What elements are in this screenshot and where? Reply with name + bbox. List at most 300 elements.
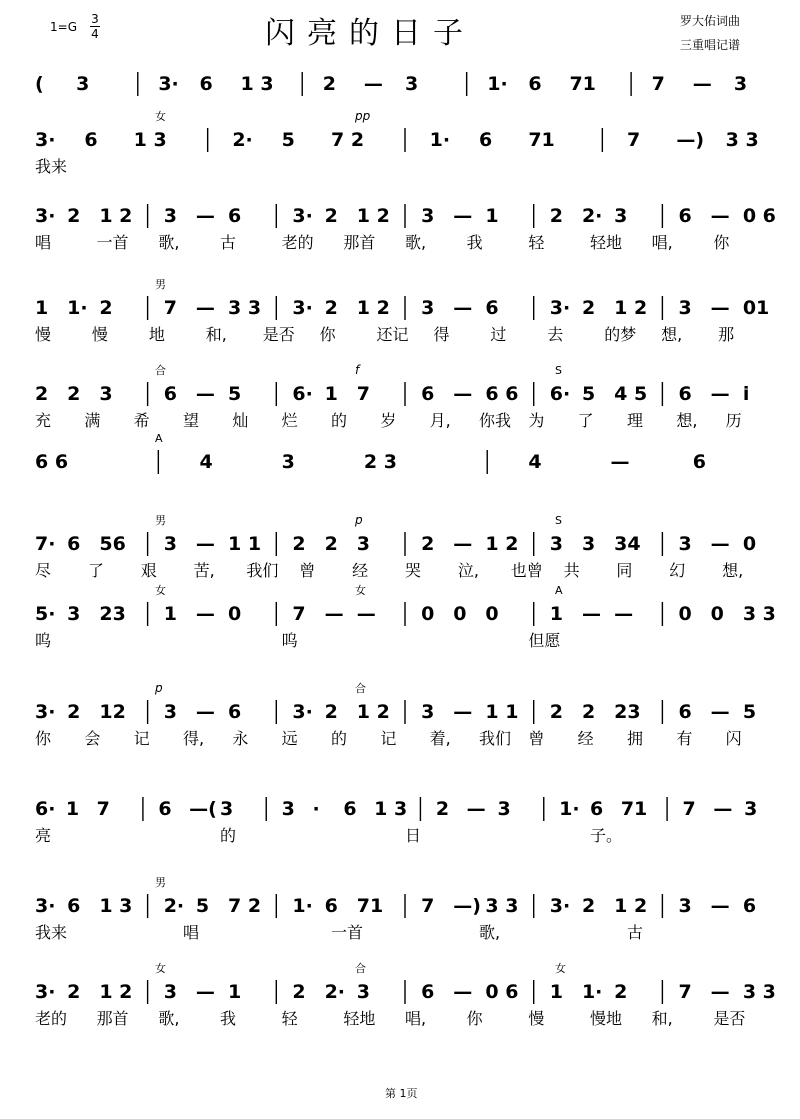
- note: 3: [678, 297, 692, 319]
- note: 2: [581, 297, 596, 319]
- note: 3: [678, 533, 692, 555]
- note: 3 3: [228, 297, 262, 319]
- lyric: 慢: [528, 1009, 545, 1028]
- lyric: 充: [35, 411, 52, 430]
- lyric: 慢: [35, 325, 52, 344]
- note: 3: [281, 451, 295, 473]
- note: 2: [67, 981, 81, 1003]
- note: 23: [614, 701, 641, 723]
- note: 3·: [549, 895, 571, 917]
- lyric: 哭: [405, 561, 422, 580]
- performance-mark: A: [555, 584, 563, 597]
- lyric: 尽: [35, 561, 52, 580]
- lyric: 幻: [669, 561, 686, 580]
- transcriber-credit: 三重唱记谱: [680, 38, 741, 52]
- note: 2: [581, 895, 596, 917]
- lyric: 唱,: [405, 1009, 427, 1028]
- note: 1 2: [99, 205, 133, 227]
- note: 1: [65, 798, 80, 820]
- lyric: 你我: [479, 411, 512, 430]
- lyric: 望: [183, 411, 200, 430]
- lyric: 和,: [205, 325, 227, 344]
- note: 3: [281, 798, 295, 820]
- note: 2: [324, 205, 338, 227]
- note: 3: [733, 73, 748, 95]
- note: (: [35, 73, 44, 95]
- lyric: 你: [466, 1009, 483, 1028]
- performance-mark: S: [555, 514, 562, 527]
- note: 2·: [581, 205, 603, 227]
- note: 34: [614, 533, 641, 555]
- lyric: 过: [490, 325, 507, 344]
- note: 7: [627, 129, 641, 151]
- lyric: 歌,: [158, 233, 180, 252]
- note: 6: [678, 701, 692, 723]
- note: 0: [453, 603, 467, 625]
- note: 3: [163, 205, 177, 227]
- note: 23: [99, 603, 126, 625]
- note: 6: [163, 383, 177, 405]
- note: 3: [99, 383, 113, 405]
- note: 0: [228, 603, 242, 625]
- note: 3·: [292, 701, 313, 723]
- note: 2: [67, 701, 81, 723]
- note: 6: [324, 895, 338, 917]
- lyric: 呜: [35, 631, 52, 650]
- note: 1 2: [99, 981, 133, 1003]
- note: 6: [343, 798, 357, 820]
- note: 2 3: [363, 451, 397, 473]
- note: 7: [292, 603, 306, 625]
- note: 2: [614, 981, 628, 1003]
- note: 6: [479, 129, 493, 151]
- note: 1: [35, 297, 49, 319]
- note: 6: [228, 205, 242, 227]
- note: 71: [528, 129, 555, 151]
- lyric: 歌,: [479, 923, 501, 942]
- note: 2: [324, 701, 338, 723]
- performance-mark: 男: [155, 278, 166, 291]
- performance-mark: pp: [355, 109, 371, 123]
- note: 6: [485, 297, 499, 319]
- lyric: 理: [627, 411, 644, 430]
- time-signature-bottom: 4: [91, 27, 99, 41]
- note: i: [742, 383, 750, 405]
- lyric: 老的: [35, 1009, 68, 1028]
- performance-mark: 合: [355, 962, 366, 975]
- note: 7: [96, 798, 110, 820]
- note: 3: [421, 297, 435, 319]
- note: 1: [163, 603, 177, 625]
- note: 3: [744, 798, 758, 820]
- note: —: [363, 73, 383, 95]
- note: 2: [292, 533, 306, 555]
- lyric: 月,: [429, 411, 451, 430]
- key-signature: 1=G: [50, 20, 77, 34]
- time-signature-top: 3: [91, 12, 99, 26]
- note: 3: [356, 981, 370, 1003]
- note: 3: [614, 205, 628, 227]
- note: —: [710, 895, 730, 917]
- note: —: [453, 981, 473, 1003]
- lyric: 记: [133, 729, 150, 748]
- note: —: [195, 603, 215, 625]
- note: 2·: [324, 981, 346, 1003]
- performance-mark: 合: [355, 682, 366, 695]
- lyric: 我来: [35, 157, 68, 176]
- note: 2: [324, 297, 338, 319]
- performance-mark: 女: [555, 962, 566, 975]
- note: 3·: [35, 701, 56, 723]
- lyric: 那首: [96, 1009, 129, 1028]
- lyric: 慢: [91, 325, 108, 344]
- note: 0 6: [485, 981, 519, 1003]
- note: 1 3: [133, 129, 167, 151]
- lyric: 共: [563, 561, 580, 580]
- lyric: 你: [35, 729, 52, 748]
- lyric: 还记: [376, 325, 409, 344]
- lyric: 是否: [713, 1009, 746, 1028]
- note: —: [195, 205, 215, 227]
- note: 1·: [292, 895, 313, 917]
- lyric: 我来: [35, 923, 68, 942]
- note: 0: [485, 603, 499, 625]
- lyric: 拥: [627, 729, 644, 748]
- lyric: 远: [281, 729, 298, 748]
- lyric: 了: [87, 561, 104, 580]
- note: —: [614, 603, 634, 625]
- note: 56: [99, 533, 126, 555]
- lyric: 老的: [281, 233, 314, 252]
- lyric: 满: [84, 411, 101, 430]
- note: 3·: [158, 73, 179, 95]
- note: 2·: [163, 895, 185, 917]
- note: —: [356, 603, 376, 625]
- lyric: 也曾: [510, 561, 543, 580]
- note: 6: [67, 895, 81, 917]
- note: 0: [421, 603, 435, 625]
- lyric: 我们: [246, 561, 279, 580]
- note: 6: [158, 798, 172, 820]
- note: —: [453, 297, 473, 319]
- lyric: 呜: [281, 631, 298, 650]
- lyric: 曾: [299, 561, 316, 580]
- note: 12: [99, 701, 126, 723]
- note: 7: [163, 297, 177, 319]
- note: 6: [742, 895, 757, 917]
- lyric: 歌,: [158, 1009, 180, 1028]
- lyric: 歌,: [405, 233, 427, 252]
- note: 3·: [292, 297, 313, 319]
- note: 3: [163, 981, 177, 1003]
- note: 2: [549, 205, 564, 227]
- note: 3: [76, 73, 90, 95]
- note: 71: [620, 798, 648, 820]
- note: 3·: [35, 205, 56, 227]
- lyric: 唱: [35, 233, 52, 252]
- note: 0: [678, 603, 692, 625]
- lyric: 想,: [722, 561, 744, 580]
- performance-mark: 女: [355, 584, 366, 597]
- lyric: 有: [676, 729, 693, 748]
- performance-mark: A: [155, 432, 163, 445]
- note: 1: [485, 205, 499, 227]
- note: 5: [195, 895, 210, 917]
- note: 5: [228, 383, 242, 405]
- song-title: 闪亮的日子: [265, 16, 475, 51]
- note: 3: [421, 701, 435, 723]
- lyric: 去: [547, 325, 564, 344]
- note: 5: [581, 383, 596, 405]
- lyric: 同: [616, 561, 633, 580]
- lyric: 轻地: [343, 1009, 376, 1028]
- note: 1 1: [485, 701, 519, 723]
- note: 3: [163, 533, 177, 555]
- lyric: 苦,: [193, 561, 215, 580]
- note: 6: [421, 383, 435, 405]
- lyric: 为: [528, 411, 545, 430]
- note: 6: [228, 701, 242, 723]
- lyric: 想,: [661, 325, 683, 344]
- note: —: [195, 533, 215, 555]
- performance-mark: f: [355, 363, 360, 377]
- note: —: [610, 451, 630, 473]
- note: 7: [678, 981, 692, 1003]
- note: —: [710, 981, 730, 1003]
- note: 1 2: [614, 895, 648, 917]
- note: ·: [312, 798, 320, 820]
- note: —: [453, 701, 473, 723]
- note: 7: [651, 73, 665, 95]
- note: 3: [405, 73, 419, 95]
- lyric: 的: [331, 411, 348, 430]
- note: 3·: [35, 895, 56, 917]
- note: 4: [199, 451, 213, 473]
- lyric: 轻: [281, 1009, 298, 1028]
- lyric: 那: [718, 325, 735, 344]
- lyric: 曾: [528, 729, 545, 748]
- note: —: [692, 73, 712, 95]
- lyric: 亮: [35, 826, 52, 845]
- lyric: 希: [133, 411, 150, 430]
- note: 2: [67, 205, 81, 227]
- note: 6: [528, 73, 542, 95]
- performance-mark: 合: [155, 364, 166, 377]
- note: 3 3: [742, 981, 776, 1003]
- note: 6·: [292, 383, 313, 405]
- lyric: 和,: [651, 1009, 673, 1028]
- note: 1 2: [485, 533, 519, 555]
- lyric: 你: [319, 325, 336, 344]
- lyric: 一首: [96, 233, 129, 252]
- note: 0: [742, 533, 757, 555]
- note: 3·: [35, 981, 56, 1003]
- lyric: 一首: [331, 923, 364, 942]
- note: 6: [67, 533, 81, 555]
- note: —: [713, 798, 733, 820]
- note: 1: [549, 981, 564, 1003]
- note: —: [195, 701, 215, 723]
- performance-mark: 女: [155, 584, 166, 597]
- performance-mark: 女: [155, 962, 166, 975]
- note: 3 3: [485, 895, 519, 917]
- lyric: 轻: [528, 233, 545, 252]
- note: 7: [356, 383, 370, 405]
- note: 3: [67, 603, 81, 625]
- note: 6: [590, 798, 604, 820]
- note: 2: [292, 981, 306, 1003]
- lyric: 经: [352, 561, 369, 580]
- lyric: 记: [380, 729, 397, 748]
- note: 1 2: [614, 297, 648, 319]
- note: —: [324, 603, 344, 625]
- note: —: [710, 205, 730, 227]
- note: —: [195, 297, 215, 319]
- note: 1·: [67, 297, 88, 319]
- note: —: [710, 383, 730, 405]
- note: 2: [421, 533, 435, 555]
- note: 3: [356, 533, 370, 555]
- note: 6: [84, 129, 98, 151]
- lyric: 着,: [429, 729, 451, 748]
- lyric: 你: [713, 233, 730, 252]
- lyric: 历: [725, 411, 742, 430]
- performance-mark: 男: [155, 876, 166, 889]
- note: 2: [35, 383, 49, 405]
- note: 1: [549, 603, 564, 625]
- note: 3: [163, 701, 177, 723]
- note: 6: [678, 205, 692, 227]
- lyric: 我: [466, 233, 483, 252]
- note: 0 6: [742, 205, 776, 227]
- note: 2: [324, 533, 338, 555]
- lyric: 想,: [676, 411, 698, 430]
- note: 71: [569, 73, 596, 95]
- note: 7 2: [228, 895, 262, 917]
- note: —: [453, 383, 473, 405]
- lyric: 闪: [725, 729, 742, 748]
- lyric: 泣,: [457, 561, 479, 580]
- note: 1 3: [99, 895, 133, 917]
- note: 7: [682, 798, 696, 820]
- note: 71: [356, 895, 384, 917]
- note: 7·: [35, 533, 56, 555]
- note: 5: [281, 129, 295, 151]
- note: 1 2: [356, 205, 390, 227]
- lyric: 古: [627, 923, 644, 942]
- note: 2: [67, 383, 81, 405]
- lyric: 经: [577, 729, 594, 748]
- note: 1 2: [356, 701, 390, 723]
- lyric: 唱: [183, 923, 200, 942]
- lyric: 了: [577, 411, 594, 430]
- note: 4: [528, 451, 542, 473]
- note: 7 2: [331, 129, 365, 151]
- performance-mark: 女: [155, 110, 166, 123]
- note: 6: [692, 451, 707, 473]
- note: 5·: [35, 603, 56, 625]
- lyric: 是否: [262, 325, 295, 344]
- note: 1·: [581, 981, 603, 1003]
- lyric: 得,: [183, 729, 205, 748]
- lyric: 艰: [140, 561, 157, 580]
- note: —: [466, 798, 486, 820]
- note: —(: [189, 798, 217, 820]
- note: —: [453, 205, 473, 227]
- note: 2: [549, 701, 564, 723]
- note: —: [710, 297, 730, 319]
- note: 1·: [559, 798, 580, 820]
- note: 6·: [35, 798, 56, 820]
- lyric: 烂: [281, 411, 298, 430]
- note: 5: [742, 701, 757, 723]
- lyric: 子。: [590, 826, 623, 845]
- note: 3·: [35, 129, 56, 151]
- note: —: [195, 981, 215, 1003]
- note: 7: [421, 895, 435, 917]
- lyric: 慢地: [590, 1009, 623, 1028]
- note: 1·: [487, 73, 508, 95]
- note: 4 5: [614, 383, 648, 405]
- lyric: 我: [220, 1009, 237, 1028]
- lyric: 那首: [343, 233, 376, 252]
- note: 1: [228, 981, 242, 1003]
- lyric: 的梦: [604, 325, 637, 344]
- note: 2: [322, 73, 337, 95]
- composer-credit: 罗大佑词曲: [680, 14, 741, 28]
- note: 6 6: [485, 383, 519, 405]
- note: 6·: [549, 383, 571, 405]
- lyric: 灿: [232, 411, 249, 430]
- note: 1 3: [374, 798, 408, 820]
- note: 1 3: [240, 73, 274, 95]
- note: 3: [678, 895, 692, 917]
- note: 3: [220, 798, 234, 820]
- note: 6 6: [35, 451, 69, 473]
- performance-mark: p: [155, 681, 163, 695]
- note: 3: [581, 533, 596, 555]
- lyric: 的: [220, 826, 237, 845]
- note: 3 3: [742, 603, 776, 625]
- lyric: 日: [405, 826, 422, 845]
- lyric: 古: [220, 233, 237, 252]
- note: 2: [435, 798, 450, 820]
- note: —: [710, 701, 730, 723]
- performance-mark: 男: [155, 514, 166, 527]
- note: 2·: [232, 129, 253, 151]
- note: 6: [678, 383, 692, 405]
- page-number: 第 1页: [385, 1087, 418, 1100]
- note: 3: [421, 205, 435, 227]
- note: 1 2: [356, 297, 390, 319]
- lyric: 但愿: [528, 631, 561, 650]
- note: 2: [99, 297, 113, 319]
- lyric: 永: [232, 729, 249, 748]
- lyric: 我们: [479, 729, 512, 748]
- note: 1: [324, 383, 338, 405]
- note: 0: [710, 603, 724, 625]
- note: —: [710, 533, 730, 555]
- note: 01: [742, 297, 770, 319]
- note: —: [581, 603, 601, 625]
- note: 3·: [549, 297, 571, 319]
- note: 1 1: [228, 533, 262, 555]
- lyric: 地: [148, 325, 165, 344]
- lyric: 岁: [380, 411, 397, 430]
- lyric: 轻地: [590, 233, 623, 252]
- note: 3: [497, 798, 511, 820]
- note: —: [453, 533, 473, 555]
